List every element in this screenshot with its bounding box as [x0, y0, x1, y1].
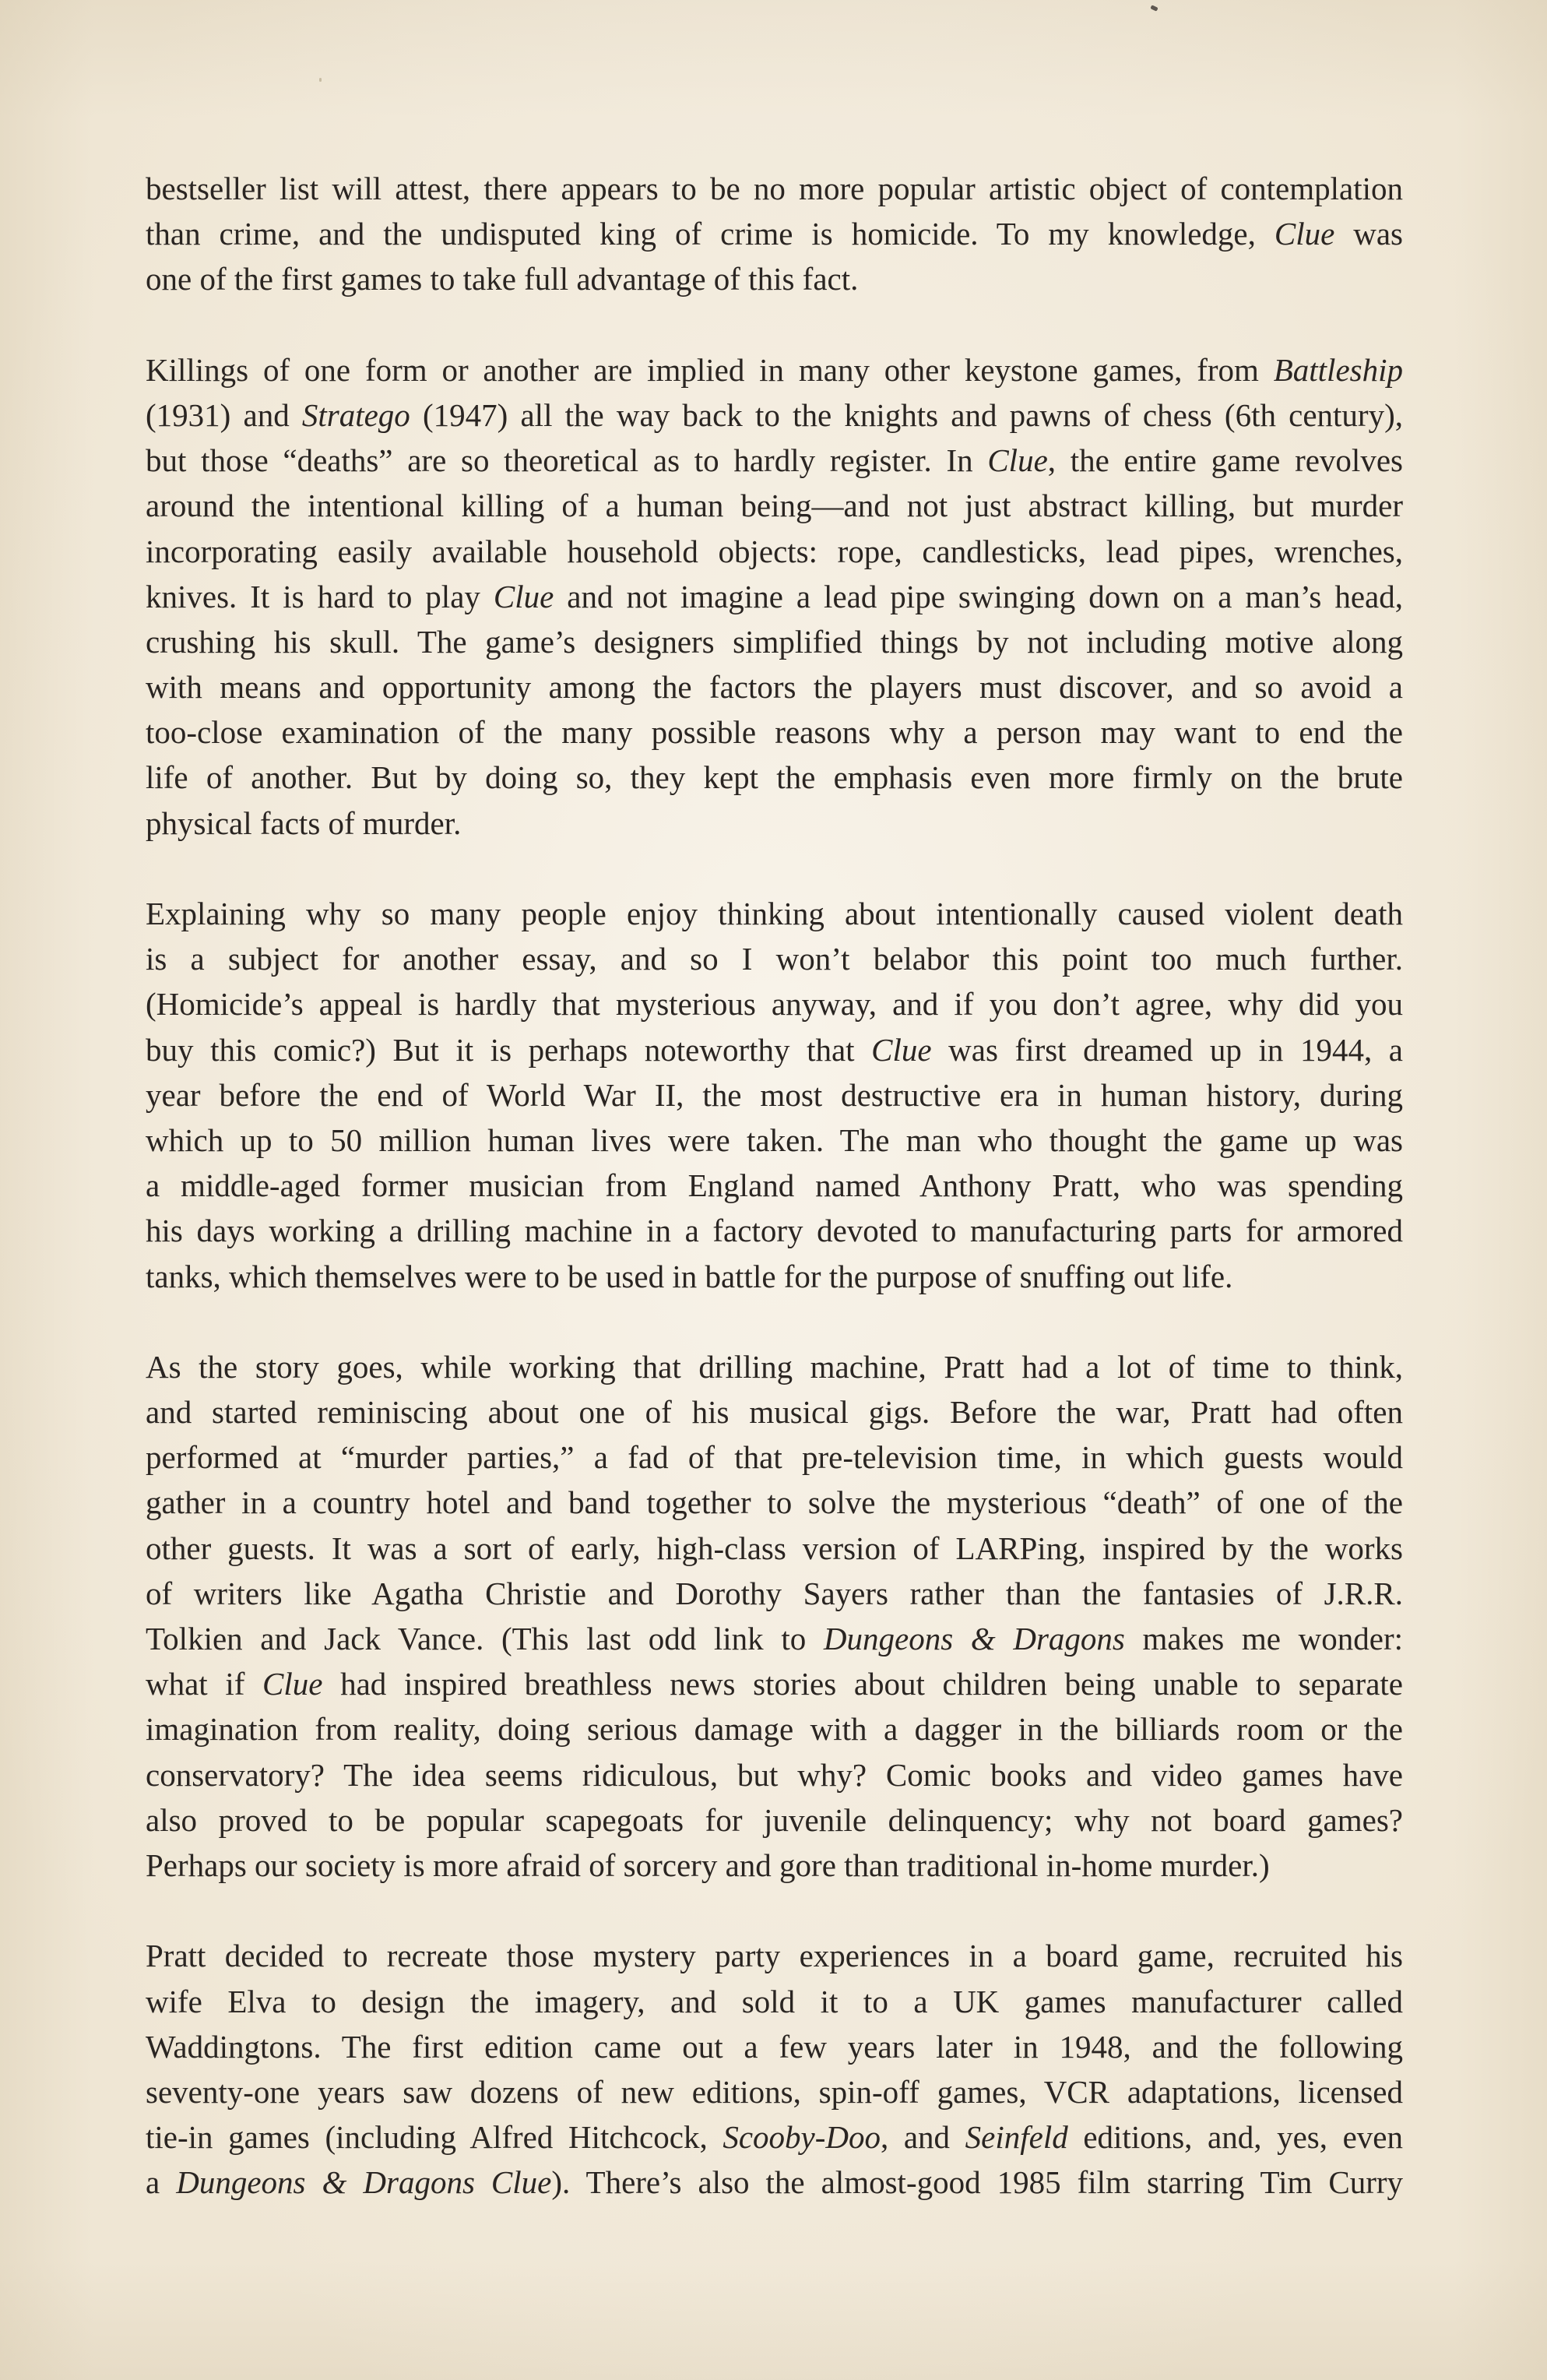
text-run: around the intentional killing of a human being—and not just abstract killing, but murder — [146, 488, 1403, 524]
text-line — [146, 1752, 1403, 1797]
text-run: editions, and, yes, even — [1067, 2119, 1403, 2156]
text-line — [146, 2114, 1403, 2160]
text-run: performed at “murder parties,” a fad of that pre-television time, in which guests would — [146, 1439, 1403, 1476]
text-line — [146, 709, 1403, 755]
text-line — [146, 1616, 1403, 1661]
text-run: bestseller list will attest, there appears to be no more popular artistic object of contemplation — [146, 171, 1403, 206]
text-run: also proved to be popular scapegoats for juvenile delinquency; why not board games? — [146, 1801, 1403, 1838]
text-run: (1947) all the way back to the knights and pawns of chess (6th century), — [410, 396, 1403, 433]
text-run: his days working a drilling machine in a factory devoted to manufacturing parts for armored — [146, 1213, 1403, 1249]
text-run: As the story goes, while working that drilling machine, Pratt had a lot of time to think, — [146, 1348, 1403, 1385]
italic-title: Dungeons & Dragons — [823, 1621, 1125, 1656]
text-run: Perhaps our society is more afraid of sorcery and gore than traditional in-home murder.) — [146, 1847, 1270, 1883]
text-run: knives. It is hard to play — [146, 578, 494, 614]
text-run: Waddingtons. The first edition came out a few years later in 1948, and the following — [146, 2028, 1403, 2065]
text-line — [146, 1072, 1403, 1118]
text-run: , the entire game revolves — [1047, 442, 1403, 479]
text-run: physical facts of murder. — [146, 804, 462, 841]
paragraph — [146, 1344, 1403, 1888]
text-run: and started reminiscing about one of his musical gigs. Before the war, Pratt had often — [146, 1394, 1403, 1431]
italic-title: Battleship — [1273, 351, 1403, 388]
text-run: gather in a country hotel and band together to solve the mysterious “death” of one of the — [146, 1484, 1403, 1521]
text-run: is a subject for another essay, and so I won’t belabor this point too much further. — [146, 941, 1403, 977]
text-line — [146, 1933, 1403, 1978]
paragraph — [146, 347, 1403, 846]
text-line — [146, 438, 1403, 483]
paragraph — [146, 1933, 1403, 2205]
text-run: of writers like Agatha Christie and Dorothy Sayers rather than the fantasies of J.R.R. — [146, 1575, 1403, 1611]
text-line — [146, 1797, 1403, 1843]
text-line — [146, 1163, 1403, 1208]
paragraph — [146, 166, 1403, 302]
text-run: wife Elva to design the imagery, and sold it to a UK games manufacturer called — [146, 1983, 1403, 2019]
text-run: one of the first games to take full advantage of this fact. — [146, 261, 859, 298]
text-run: makes me wonder: — [1124, 1621, 1404, 1656]
text-run: Killings of one form or another are implied in many other keystone games, from — [146, 351, 1274, 388]
text-line — [146, 347, 1403, 393]
italic-title: Scooby-Doo — [723, 2119, 881, 2156]
text-line — [146, 2069, 1403, 2114]
italic-title: Clue — [1274, 216, 1335, 252]
italic-title: Clue — [871, 1031, 932, 1068]
paper-speck — [1150, 5, 1158, 11]
text-line — [146, 619, 1403, 664]
text-run: tanks, which themselves were to be used in battle for the purpose of snuffing out life. — [146, 1258, 1233, 1294]
text-line — [146, 755, 1403, 800]
italic-title: Clue — [493, 578, 554, 614]
text-line — [146, 1389, 1403, 1435]
text-run: a middle-aged former musician from England named Anthony Pratt, who was spending — [146, 1167, 1403, 1204]
italic-title: Seinfeld — [965, 2119, 1068, 2156]
text-run: and not imagine a lead pipe swinging down on a man’s head, — [554, 578, 1403, 614]
text-line — [146, 256, 1403, 301]
text-line — [146, 1480, 1403, 1525]
text-run: too-close examination of the many possible reasons why a person may want to end the — [146, 714, 1403, 751]
text-line — [146, 981, 1403, 1026]
text-line — [146, 529, 1403, 574]
text-run: conservatory? The idea seems ridiculous, but why? Comic books and video games have — [146, 1756, 1403, 1793]
text-run: crushing his skull. The game’s designers simplified things by not including motive along — [146, 623, 1403, 660]
text-line — [146, 664, 1403, 709]
text-run: Pratt decided to recreate those mystery party experiences in a board game, recruited his — [146, 1938, 1403, 1974]
text-line — [146, 393, 1403, 438]
text-line — [146, 936, 1403, 981]
text-run: which up to 50 million human lives were taken. The man who thought the game up was — [146, 1121, 1403, 1158]
text-run: , and — [880, 2119, 965, 2156]
text-run: life of another. But by doing so, they kept the emphasis even more firmly on the brute — [146, 759, 1403, 796]
italic-title: Clue — [987, 442, 1048, 479]
text-line — [146, 1254, 1403, 1299]
text-line — [146, 483, 1403, 528]
text-run: incorporating easily available household objects: rope, candlesticks, lead pipes, wrenches, — [146, 533, 1403, 569]
text-run: (1931) and — [146, 396, 302, 433]
text-run: was — [1334, 216, 1403, 252]
text-line — [146, 2160, 1403, 2205]
paragraph — [146, 891, 1403, 1299]
text-line — [146, 801, 1403, 846]
italic-title: Dungeons & Dragons Clue — [176, 2164, 552, 2201]
text-run: than crime, and the undisputed king of crime is homicide. To my knowledge, — [146, 216, 1275, 252]
text-line — [146, 1571, 1403, 1616]
text-line — [146, 211, 1403, 256]
text-line — [146, 1208, 1403, 1253]
text-run: had inspired breathless news stories about children being unable to separate — [322, 1666, 1403, 1702]
text-run: year before the end of World War II, the most destructive era in human history, during — [146, 1076, 1403, 1113]
text-run: Tolkien and Jack Vance. (This last odd link to — [146, 1621, 824, 1656]
text-line — [146, 166, 1403, 211]
text-run: what if — [146, 1666, 263, 1702]
text-line — [146, 1706, 1403, 1752]
text-line — [146, 1027, 1403, 1072]
text-line — [146, 1118, 1403, 1163]
text-run: imagination from reality, doing serious damage with a dagger in the billiards room or the — [146, 1711, 1403, 1748]
text-line — [146, 574, 1403, 619]
text-line — [146, 1526, 1403, 1571]
text-line — [146, 1661, 1403, 1706]
text-line — [146, 2024, 1403, 2069]
text-line — [146, 1843, 1403, 1888]
text-run: (Homicide’s appeal is hardly that mysterious anyway, and if you don’t agree, why did you — [146, 986, 1403, 1023]
text-run: tie-in games (including Alfred Hitchcock, — [146, 2119, 723, 2156]
italic-title: Stratego — [301, 396, 410, 433]
text-run: was first dreamed up in 1944, a — [931, 1031, 1403, 1068]
text-line — [146, 891, 1403, 936]
text-run: Explaining why so many people enjoy thinking about intentionally caused violent death — [146, 896, 1403, 931]
paper-speck — [319, 78, 322, 82]
text-line — [146, 1344, 1403, 1389]
text-run: but those “deaths” are so theoretical as to hardly register. In — [146, 442, 988, 479]
text-run: ). There’s also the almost-good 1985 film starring Tim Curry — [551, 2164, 1404, 2201]
text-run: seventy-one years saw dozens of new editions, spin-off games, VCR adaptations, licensed — [146, 2073, 1403, 2110]
text-run: buy this comic?) But it is perhaps noteworthy that — [146, 1031, 872, 1068]
text-run: other guests. It was a sort of early, high-class version of LARPing, inspired by the works — [146, 1530, 1403, 1566]
text-run: a — [146, 2164, 177, 2201]
essay-text — [146, 166, 1403, 2251]
italic-title: Clue — [262, 1666, 323, 1702]
text-run: with means and opportunity among the factors the players must discover, and so avoid a — [146, 669, 1403, 706]
text-line — [146, 1435, 1403, 1480]
text-line — [146, 1979, 1403, 2024]
